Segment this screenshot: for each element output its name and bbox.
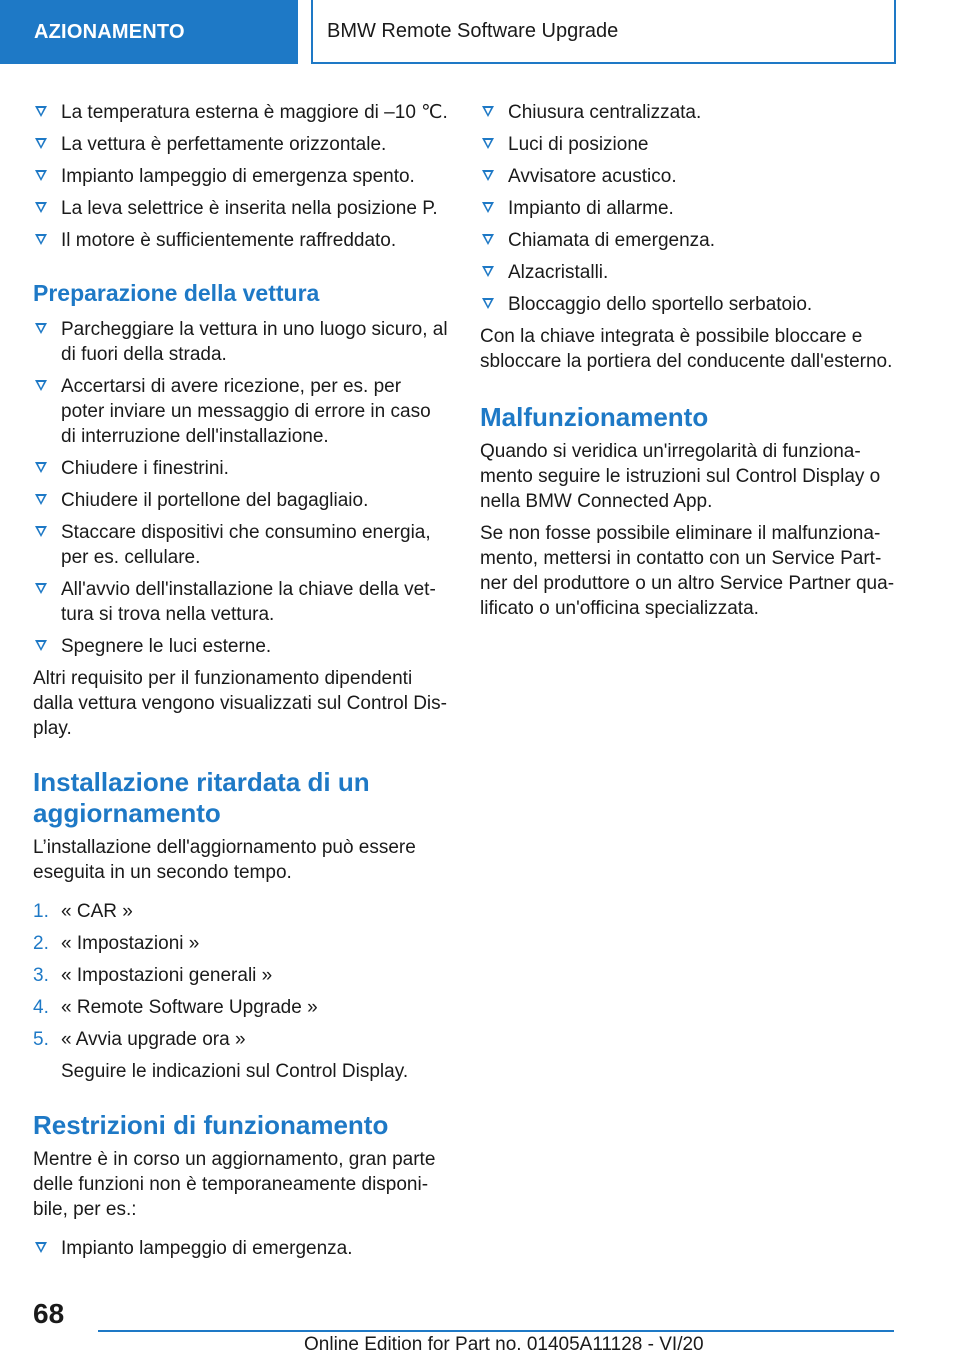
triangle-bullet-icon [35, 1242, 47, 1253]
footer-divider [98, 1330, 894, 1332]
triangle-bullet-icon [35, 494, 47, 505]
triangle-bullet-icon [482, 298, 494, 309]
triangle-bullet-icon [35, 138, 47, 149]
step-number: 3. [33, 965, 49, 986]
malfunction-paragraph-1: Quando si veridica un'irregolarità di funzionamento seguire le istruzioni sul Control Display o nella BMW Connected App. [480, 441, 881, 512]
list-item: 1. « CAR » [33, 901, 133, 922]
list-item: Impianto lampeggio di emergenza spento. [33, 164, 449, 189]
triangle-bullet-icon [35, 462, 47, 473]
triangle-bullet-icon [35, 323, 47, 334]
list-item: Luci di posizione [480, 132, 898, 157]
intro-bullet-list [33, 100, 449, 253]
restrict-bullet-list [33, 1236, 449, 1261]
triangle-bullet-icon [35, 170, 47, 181]
prep-bullet-list [33, 317, 449, 659]
list-item: Chiudere il portellone del bagagliaio. [33, 488, 449, 513]
steps-list [33, 899, 449, 1052]
list-item: La leva selettrice è inserita nella posizione P. [33, 196, 449, 221]
malfunction-paragraph-2: Se non fosse possibile eliminare il malfunzionamento, mettersi in contatto con un Service Partner del produttore o un altro Service Partner qualificato o un'officina specializzata. [480, 523, 895, 619]
list-item: 5. « Avvia upgrade ora » [33, 1029, 246, 1050]
triangle-bullet-icon [482, 106, 494, 117]
list-item: Staccare dispositivi che consumino energia, per es. cellulare. [33, 520, 449, 570]
list-item: Spegnere le luci esterne. [33, 634, 449, 659]
delayed-heading: Installazione ritardata di un aggiornamento [33, 767, 370, 828]
prep-note: Altri requisito per il funzionamento dipendenti dalla vettura vengono visualizzati sul Control Display. [33, 668, 447, 739]
triangle-bullet-icon [35, 106, 47, 117]
list-item: 3. « Impostazioni generali » [33, 965, 273, 986]
step-number: 1. [33, 901, 49, 922]
restrict-text: Mentre è in corso un aggiornamento, gran parte delle funzioni non è temporaneamente disponibile, per es.: [33, 1149, 436, 1220]
list-item: Avvisatore acustico. [480, 164, 898, 189]
list-item: Chiudere i finestrini. [33, 456, 449, 481]
triangle-bullet-icon [482, 138, 494, 149]
page-number: 68 [33, 1298, 65, 1329]
triangle-bullet-icon [482, 266, 494, 277]
triangle-bullet-icon [35, 526, 47, 537]
triangle-bullet-icon [482, 202, 494, 213]
page-header [0, 0, 960, 66]
list-item: La temperatura esterna è maggiore di –10 ℃. [33, 100, 449, 125]
triangle-bullet-icon [482, 234, 494, 245]
triangle-bullet-icon [35, 583, 47, 594]
step-number: 4. [33, 997, 49, 1018]
list-item: Bloccaggio dello sportello serbatoio. [480, 292, 898, 317]
triangle-bullet-icon [35, 640, 47, 651]
list-item: Chiusura centralizzata. [480, 100, 898, 125]
list-item: Il motore è sufficientemente raffreddato. [33, 228, 449, 253]
left-column [33, 100, 449, 1268]
step-number: 2. [33, 933, 49, 954]
list-item: 2. « Impostazioni » [33, 933, 200, 954]
step-number: 5. [33, 1029, 49, 1050]
list-item: 4. « Remote Software Upgrade » [33, 997, 318, 1018]
prep-heading: Preparazione della vettura [33, 280, 320, 306]
triangle-bullet-icon [35, 234, 47, 245]
triangle-bullet-icon [35, 202, 47, 213]
delayed-text: L’installazione dell'aggiornamento può essere eseguita in un secondo tempo. [33, 837, 416, 883]
section-tab: AZIONAMENTO [0, 0, 298, 64]
list-item: La vettura è perfettamente orizzontale. [33, 132, 449, 157]
restrict-heading: Restrizioni di funzionamento [33, 1110, 389, 1140]
list-item: Chiamata di emergenza. [480, 228, 898, 253]
restrict-bullet-list-continued [480, 100, 898, 317]
list-item: Parcheggiare la vettura in uno luogo sicuro, al di fuori della strada. [33, 317, 449, 367]
list-item: Accertarsi di avere ricezione, per es. per poter inviare un messaggio di errore in caso di interruzione dell'installazione. [33, 374, 449, 449]
malfunction-heading: Malfunzionamento [480, 402, 709, 432]
list-item: Impianto di allarme. [480, 196, 898, 221]
list-item: Alzacristalli. [480, 260, 898, 285]
list-item: Impianto lampeggio di emergenza. [33, 1236, 449, 1261]
chapter-title: BMW Remote Software Upgrade [311, 0, 896, 64]
steps-followup: Seguire le indicazioni sul Control Display. [61, 1061, 409, 1082]
triangle-bullet-icon [482, 170, 494, 181]
right-column [480, 100, 898, 628]
triangle-bullet-icon [35, 380, 47, 391]
edition-footer: Online Edition for Part no. 01405A11128 - VI/20 [304, 1334, 704, 1355]
key-note: Con la chiave integrata è possibile bloccare e sbloccare la portiera del conducente dall'esterno. [480, 326, 893, 372]
list-item: All'avvio dell'installazione la chiave della vettura si trova nella vettura. [33, 577, 449, 627]
